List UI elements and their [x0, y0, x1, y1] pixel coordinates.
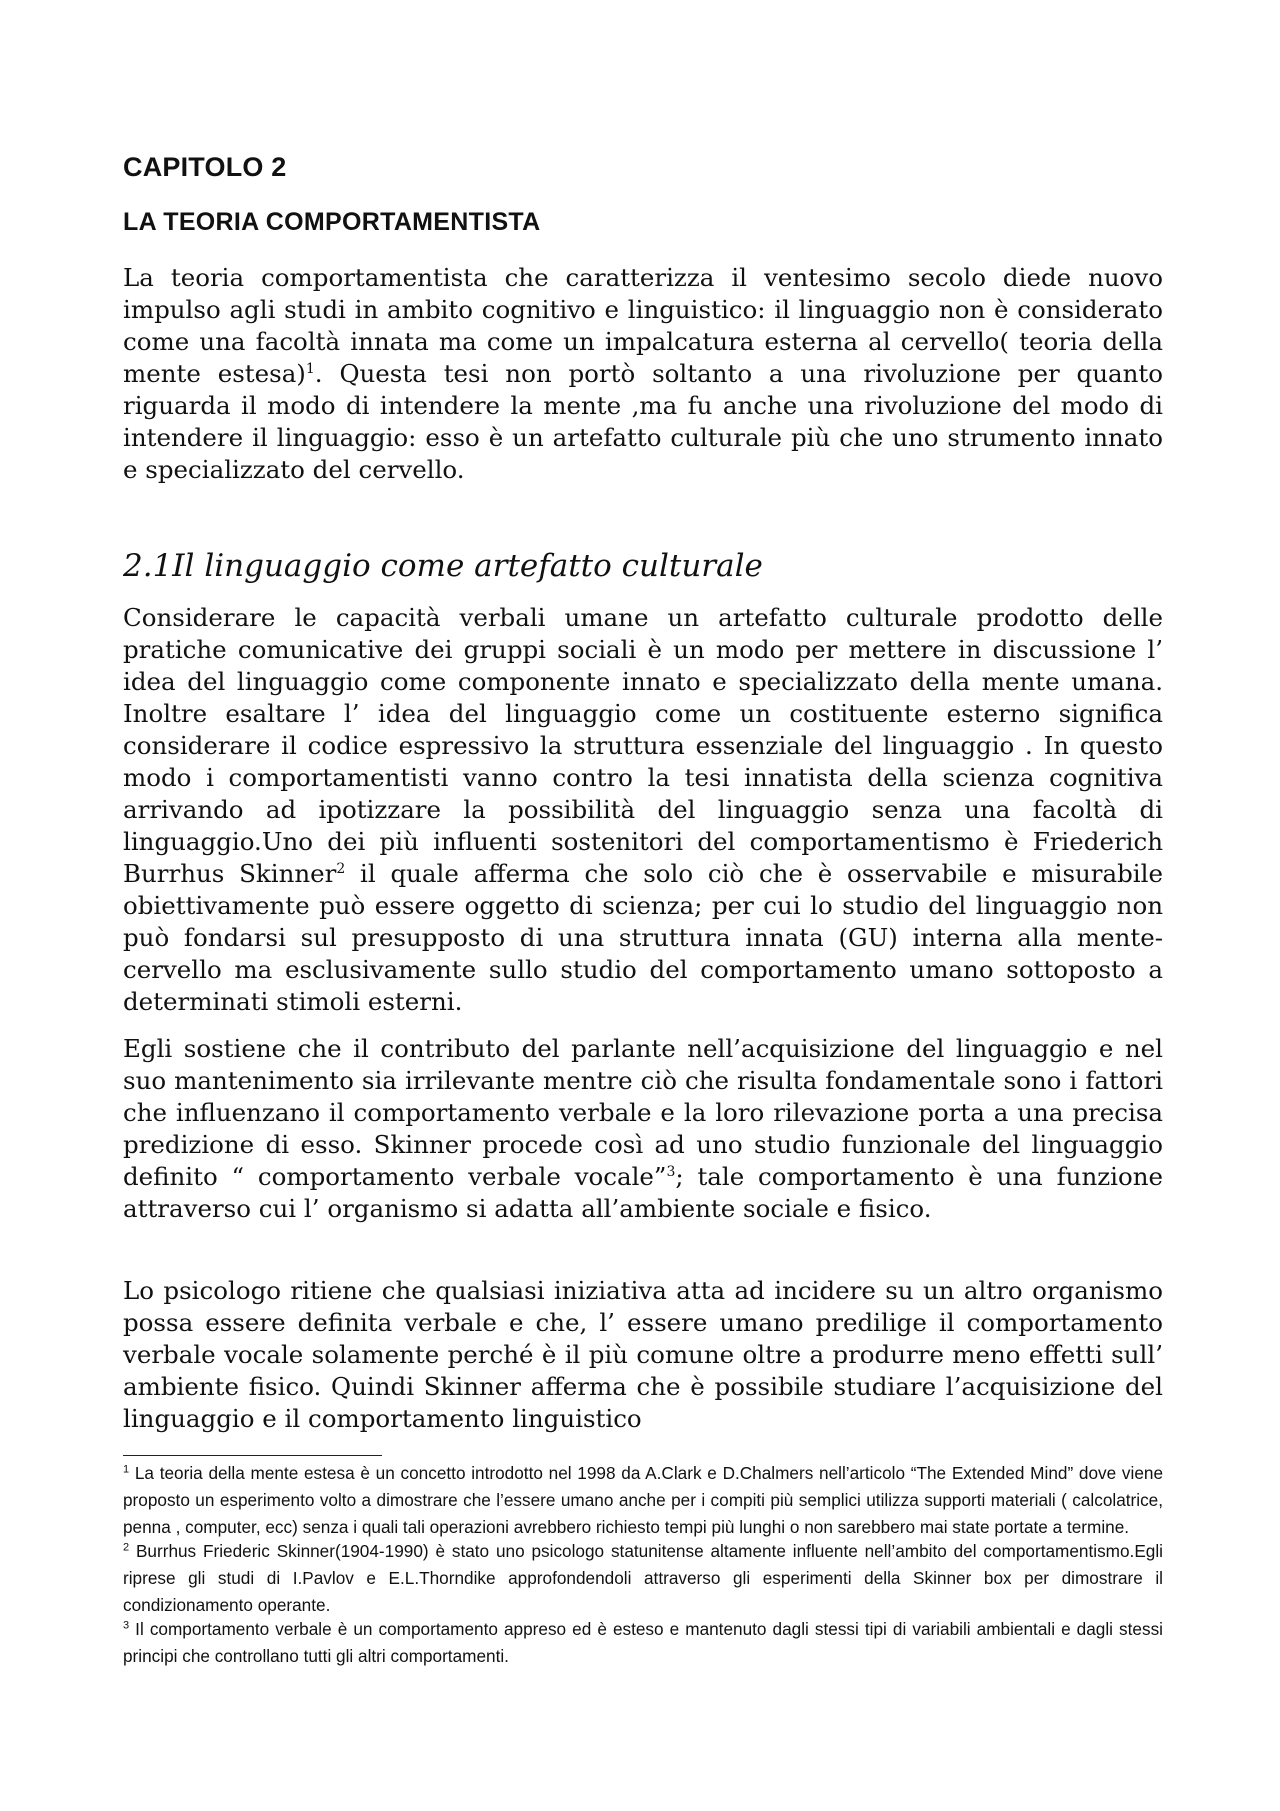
- footnote-text: La teoria della mente estesa è un concetto introdotto nel 1998 da A.Clark e D.Chalmers nell’articolo “The Extended Mind” dove viene proposto un esperimento volto a dimostrare che l’essere umano anche per i compiti più semplici utilizza supporti materiali ( calcolatrice, penna , computer, ecc) senza i quali tali operazioni avrebbero richiesto tempi più lunghi o non sarebbero mai state portate a termine.: [123, 1463, 1163, 1537]
- footnote-text: Burrhus Friederic Skinner(1904-1990) è stato uno psicologo statunitense altamente influente nell’ambito del comportamentismo.Egli riprese gli studi di I.Pavlov e E.L.Thorndike approfondendoli attraverso gli esperimenti della Skinner box per dimostrare il condizionamento operante.: [123, 1541, 1163, 1615]
- paragraph-text: Egli sostiene che il contributo del parlante nell’acquisizione del linguaggio e nel suo mantenimento sia irrilevante mentre ciò che risulta fondamentale sono i fattori che influenzano il comportamento verbale e la loro rilevazione porta a una precisa predizione di esso. Skinner procede così ad uno studio funzionale del linguaggio definito “ comportamento verbale vocale”: [123, 1034, 1163, 1191]
- paragraph-psicologo: Lo psicologo ritiene che qualsiasi iniziativa atta ad incidere su un altro organismo possa essere definita verbale e che, l’ essere umano predilige il comportamento verbale vocale solamente perché è il più comune oltre a produrre meno effetti sull’ ambiente fisico. Quindi Skinner afferma che è possibile studiare l’acquisizione del linguaggio e il comportamento linguistico: [123, 1276, 1163, 1433]
- paragraph-text: ; tale comportamento è una funzione attraverso cui l’ organismo si adatta all’ambiente sociale e fisico.: [123, 1162, 1163, 1223]
- footnote-2: [123, 1538, 1163, 1619]
- footnote-reference: 1: [305, 360, 315, 377]
- paragraph-intro: [123, 262, 1163, 486]
- footnote-1: [123, 1460, 1163, 1541]
- paragraph-text: il quale afferma che solo ciò che è osservabile e misurabile obiettivamente può essere oggetto di scienza; per cui lo studio del linguaggio non può fondarsi sul presupposto di una struttura innata (GU) interna alla mente-cervello ma esclusivamente sullo studio del comportamento umano sottoposto a determinati stimoli esterni.: [123, 859, 1163, 1016]
- footnote-3: [123, 1616, 1163, 1670]
- footnote-number: 1: [123, 1463, 130, 1476]
- footnote-separator: [123, 1455, 382, 1456]
- paragraph-text: La teoria comportamentista che caratterizza il ventesimo secolo diede nuovo impulso agli studi in ambito cognitivo e linguistico: il linguaggio non è considerato come una facoltà innata ma come un impalcatura esterna al cervello( teoria della mente estesa): [123, 263, 1163, 388]
- footnote-number: 2: [123, 1541, 130, 1554]
- chapter-title: LA TEORIA COMPORTAMENTISTA: [123, 208, 541, 236]
- section-heading: 2.1Il linguaggio come artefatto culturale: [123, 548, 763, 584]
- footnote-reference: 3: [666, 1163, 676, 1180]
- paragraph-artefatto: [123, 602, 1163, 1018]
- footnote-number: 3: [123, 1619, 130, 1632]
- paragraph-text: Considerare le capacità verbali umane un artefatto culturale prodotto delle pratiche comunicative dei gruppi sociali è un modo per mettere in discussione l’ idea del linguaggio come componente innato e specializzato della mente umana. Inoltre esaltare l’ idea del linguaggio come un costituente esterno significa considerare il codice espressivo la struttura essenziale del linguaggio . In questo modo i comportamentisti vanno contro la tesi innatista della scienza cognitiva arrivando ad ipotizzare la possibilità del linguaggio senza una facoltà di linguaggio.Uno dei più influenti sostenitori del comportamentismo è Friederich Burrhus Skinner: [123, 603, 1163, 888]
- footnote-reference: 2: [336, 860, 346, 877]
- paragraph-text: . Questa tesi non portò soltanto a una rivoluzione per quanto riguarda il modo di intendere la mente ,ma fu anche una rivoluzione del modo di intendere il linguaggio: esso è un artefatto culturale più che uno strumento innato e specializzato del cervello.: [123, 359, 1163, 484]
- chapter-label: CAPITOLO 2: [123, 152, 287, 182]
- footnotes: [123, 1460, 1163, 1667]
- footnote-text: Il comportamento verbale è un comportamento appreso ed è esteso e mantenuto dagli stessi tipi di variabili ambientali e dagli stessi principi che controllano tutti gli altri comportamenti.: [123, 1619, 1163, 1666]
- paragraph-skinner: [123, 1033, 1163, 1225]
